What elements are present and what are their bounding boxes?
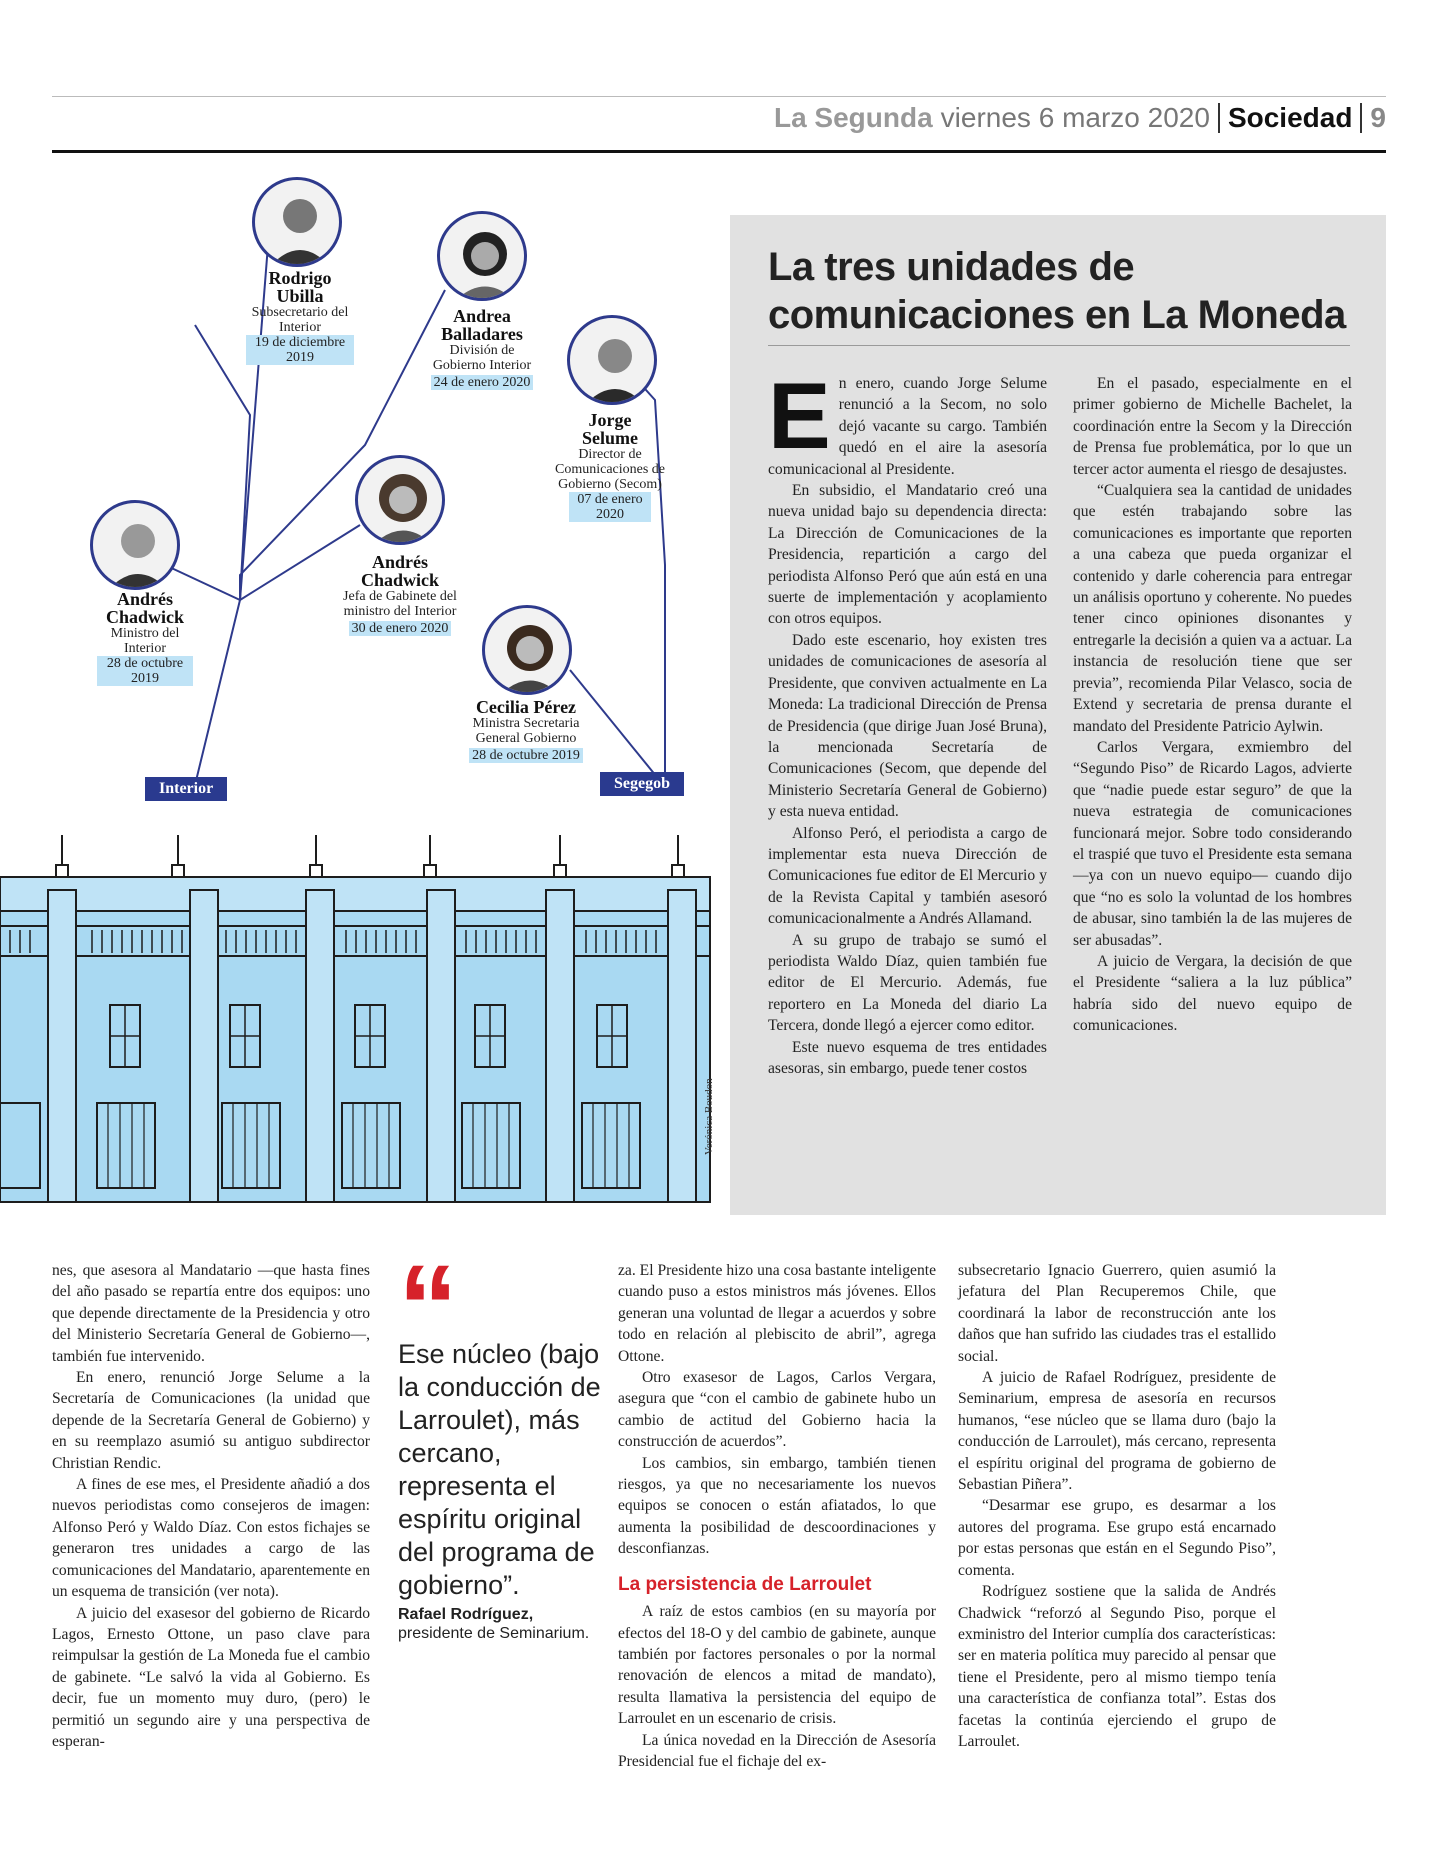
masthead-divider <box>1218 103 1220 133</box>
article-paragraph: A juicio del exasesor del gobierno de Ricardo Lagos, Ernesto Ottone, un paso clave para reimpulsar la gestión de La Moneda fue el cambio de gabinete. “Le salvó la vida al Gobierno. Es decir, fue un momento muy duro, (pero) le permitió un segundo aire y una perspectiva de esperan- <box>52 1604 370 1750</box>
person-role: División de Gobierno Interior <box>432 343 532 373</box>
box-paragraph: Carlos Vergara, exmiembro del “Segundo Piso” de Ricardo Lagos, advierte que “nadie puede estar seguro” de que la nueva estrategia de comunicaciones funcionará mejor. Sobre todo considerando el traspié que tuvo el Presidente esta semana —ya con un nuevo equipo— cuando dijo que “no es solo la voluntad de los hombres de abusar, sino también la de las mujeres de ser abusadas”. <box>1073 738 1352 949</box>
person-card-jorge-selume <box>520 411 700 523</box>
box-body <box>768 363 1352 1079</box>
quote-author-role: presidente de Seminarium. <box>398 1625 590 1642</box>
person-date: 30 de enero 2020 <box>349 621 452 636</box>
quote-mark: “ <box>398 1240 458 1374</box>
person-role: Director de Comunicaciones de Gobierno (Secom) <box>554 447 666 492</box>
quote-author: Rafael Rodríguez, <box>398 1606 534 1623</box>
masthead <box>774 100 1386 136</box>
quote-text: Ese núcleo (bajo la conducción de Larroulet), más cercano, representa el espíritu original del programa de gobierno”. <box>398 1339 601 1600</box>
box-paragraph: “Cualquiera sea la cantidad de unidades que estén trabajando sobre las comunicaciones es importante que reporten a una cabeza que pueda organizar el contenido y darle coherencia para entregar un análisis oportuno y coherente. No puedes tener cinco opiniones disonantes y entregarle la decisión a quien va a actuar. La instancia de resolución tiene que ser previa”, recomienda Pilar Velasco, socia de Extend y secretaria de prensa durante el mandato del Presidente Patricio Aylwin. <box>1073 482 1352 735</box>
article-paragraph: subsecretario Ignacio Guerrero, quien asumió la jefatura del Plan Recuperemos Chile, que coordinará la labor de reconstrucción ante los daños que han sufrido las ciudades tras el estallido social. <box>958 1262 1276 1365</box>
subheading: La persistencia de Larroulet <box>618 1573 872 1595</box>
connector-line <box>195 325 250 785</box>
article-column-1 <box>52 1260 370 1752</box>
box-paragraph: En el pasado, especialmente en el primer gobierno de Michelle Bachelet, la coordinación entre la Secom y la Dirección de Prensa fue problemática, por lo que un tercer actor aumenta el riesgo de desajustes. <box>1073 375 1352 478</box>
article-column-4 <box>958 1260 1276 1752</box>
box-paragraph: En subsidio, el Mandatario creó una nueva unidad bajo su dependencia directa: La Dirección de Comunicaciones de la Presidencia, repartición a cargo del periodista Alfonso Peró que aún está en una suerte de implementación y acoplamiento con otros equipos. <box>768 482 1047 628</box>
article-paragraph: za. El Presidente hizo una cosa bastante inteligente cuando puso a estos ministros más jóvenes. Ellos generan una voluntad de llegar a acuerdos y sobre todo en relación al plebiscito de abril”, agrega Ottone. <box>618 1262 936 1365</box>
header-bottom-rule <box>52 150 1386 153</box>
article-paragraph: “Desarmar ese grupo, es desarmar a los autores del programa. Ese grupo está encarnado por estas personas que están en el Segundo Piso”, comenta. <box>958 1497 1276 1579</box>
person-name: Andrés Chadwick <box>360 552 440 590</box>
portrait-cecilia-perez <box>482 605 572 695</box>
masthead-divider <box>1360 103 1362 133</box>
sidebar-box <box>730 215 1386 1215</box>
box-paragraph: En enero, cuando Jorge Selume renunció a la Secom, no solo dejó vacante su cargo. También quedó en el aire la asesoría comunicacional al Presidente. <box>768 363 1047 478</box>
newspaper-name: La Segunda <box>773 102 933 133</box>
article-paragraph: En enero, renunció Jorge Selume a la Secretaría de Comunicaciones (la unidad que depende de la Secretaría General de Gobierno) y en su reemplazo asumió su antiguo subdirector Christian Rendic. <box>52 1369 370 1472</box>
person-role: Ministra Secretaria General Gobierno <box>472 716 580 746</box>
person-date: 19 de diciembre 2019 <box>246 335 354 365</box>
portrait-andrea-balladares <box>437 211 527 301</box>
article-column-3 <box>618 1260 936 1772</box>
portrait-rodrigo-ubilla <box>252 177 342 267</box>
portrait-maria-jose-gomez <box>355 455 445 545</box>
box-paragraph: Dado este escenario, hoy existen tres unidades de comunicaciones de asesoría al Presidente, que conviven actualmente en La Moneda: La tradicional Dirección de Prensa de Presidencia (que dirige Juan José Bruna), la mencionada Secretaría de Comunicaciones (Secom, que depende del Ministerio Secretaría General de Gobierno) y esta nueva entidad. <box>768 631 1047 821</box>
person-card-rodrigo-ubilla <box>210 269 390 366</box>
person-date: 24 de enero 2020 <box>431 375 534 390</box>
person-card-andres-chadwick <box>55 590 235 687</box>
person-name: Rodrigo Ubilla <box>268 268 332 306</box>
box-paragraph: Alfonso Peró, el periodista a cargo de implementar esta nueva Dirección de Comunicaciones fue editor de El Mercurio y de la Revista Capital y también asesoró comunicacionalmente a Andrés Allamand. <box>768 824 1047 928</box>
article-paragraph: A juicio de Rafael Rodríguez, presidente de Seminarium, empresa de asesoría en recursos humanos, “ese núcleo que se llama duro (bajo la conducción de Larroulet), más cercano, representa el espíritu original del programa de gobierno de Sebastian Piñera”. <box>958 1369 1276 1494</box>
person-role: Subsecretario del Interior <box>251 305 349 335</box>
box-paragraph: Este nuevo esquema de tres entidades asesoras, sin embargo, puede tener costos <box>768 1038 1047 1077</box>
header-top-rule <box>52 96 1386 97</box>
illustration-credit: Verónica Boudon <box>703 1078 715 1155</box>
person-role: Jefa de Gabinete del ministro del Interior <box>343 589 457 619</box>
person-date: 28 de octubre 2019 <box>469 748 583 763</box>
issue-date: viernes 6 marzo 2020 <box>940 102 1210 133</box>
box-paragraph: A juicio de Vergara, la decisión de que el Presidente “saliera a la luz pública” habría sido del nuevo equipo de comunicaciones. <box>1073 952 1352 1035</box>
person-date: 07 de enero 2020 <box>569 492 651 522</box>
pull-quote <box>398 1240 608 1643</box>
portrait-andres-chadwick <box>90 500 180 590</box>
portrait-jorge-selume <box>567 315 657 405</box>
drop-cap: E <box>768 363 831 468</box>
group-label-interior: Interior <box>145 777 227 801</box>
person-name: Jorge Selume <box>582 410 638 448</box>
palace-facade-drawing <box>0 835 710 1202</box>
box-title-rule <box>768 345 1350 346</box>
group-label-segegob: Segegob <box>600 772 684 796</box>
box-title: La tres unidades de comunicaciones en La Moneda <box>768 245 1346 337</box>
section-name: Sociedad <box>1227 102 1353 133</box>
person-card-maria-jose-gomez <box>310 553 490 637</box>
article-paragraph: A raíz de estos cambios (en su mayoría por efectos del 18-O y del cambio de gabinete, aunque también por factores personales o por la normal renovación de elencos a mitad de mandato), resulta llamativa la persistencia del equipo de Larroulet en un escenario de crisis. <box>618 1603 936 1728</box>
box-paragraph: A su grupo de trabajo se sumó el periodista Waldo Díaz, quien también fue editor de El Mercurio. Además, fue reportero en La Moneda del diario La Tercera, donde llegó a ejercer como editor. <box>768 931 1047 1035</box>
page-number: 9 <box>1370 102 1386 133</box>
org-infographic <box>0 165 730 1220</box>
person-name: Andrea Balladares <box>441 306 523 344</box>
article-paragraph: Los cambios, sin embargo, también tienen riesgos, ya que no necesariamente los nuevos equipos se conocen o están afiatados, lo que aumenta la posibilidad de descoordinaciones y desconfianzas. <box>618 1454 936 1558</box>
person-role: Ministro del Interior <box>110 626 180 656</box>
article-paragraph: A fines de ese mes, el Presidente añadió a dos nuevos periodistas como consejeros de imagen: Alfonso Peró y Waldo Díaz. Con estos fichajes se generaron tres unidades a cargo de las comunicaciones del Mandatario, aparentemente en un esquema de transición (ver nota). <box>52 1476 370 1601</box>
person-name: Cecilia Pérez <box>475 697 577 717</box>
person-card-cecilia-perez <box>436 698 616 764</box>
person-card-andrea-balladares <box>392 307 572 391</box>
person-name: Andrés Chadwick <box>105 589 185 627</box>
person-date: 28 de octubre 2019 <box>97 656 193 686</box>
article-paragraph: Otro exasesor de Lagos, Carlos Vergara, asegura que “con el cambio de gabinete hubo un cambio de actitud del Gobierno hacia la construcción de acuerdos”. <box>618 1369 936 1451</box>
article-paragraph: nes, que asesora al Mandatario —que hasta fines del año pasado se repartía entre dos equipos: uno que depende directamente de la Presidencia y otro del Ministerio Secretaría General de Gobierno—, también fue intervenido. <box>52 1262 370 1365</box>
article-paragraph: Rodríguez sostiene que la salida de Andrés Chadwick “reforzó al Segundo Piso, porque el exministro del Interior cumplía dos características: ser en materia política muy parecido al pensar que tiene el Presidente, pero al mismo tiempo tenía una característica de confianza total”. Estas dos facetas la continúa ejerciendo el grupo de Larroulet. <box>958 1583 1276 1750</box>
article-paragraph: La única novedad en la Dirección de Asesoría Presidencial fue el fichaje del ex- <box>618 1731 936 1770</box>
